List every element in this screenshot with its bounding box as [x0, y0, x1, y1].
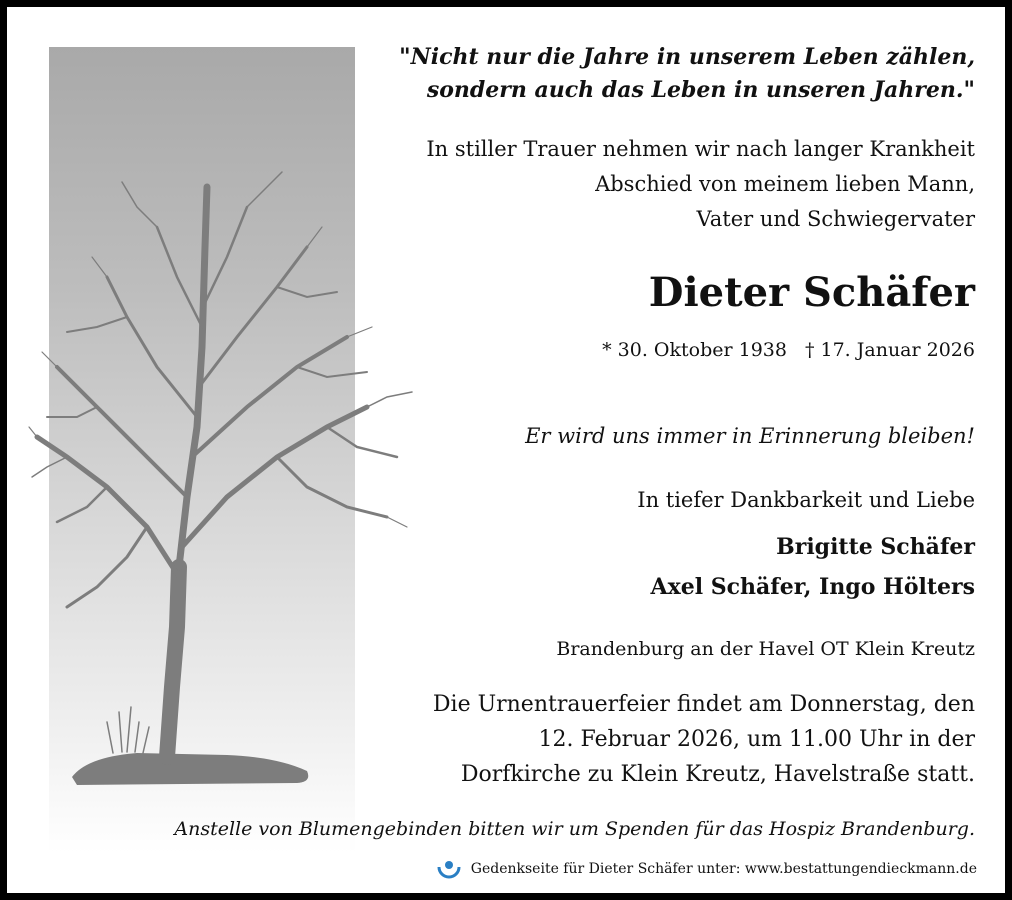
mourner-1: Brigitte Schäfer: [776, 534, 975, 560]
quote-line-1: "Nicht nur die Jahre in unserem Leben zählen,: [399, 44, 975, 70]
death-date: † 17. Januar 2026: [804, 339, 975, 361]
quote-line-2: sondern auch das Leben in unseren Jahren.": [426, 77, 975, 103]
memory-line: Er wird uns immer in Erinnerung bleiben!: [525, 424, 975, 448]
life-dates: [602, 337, 975, 363]
intro-line-3: Vater und Schwiegervater: [696, 207, 975, 231]
deceased-name: Dieter Schäfer: [648, 269, 975, 316]
service-line-3: Dorfkirche zu Klein Kreutz, Havelstraße statt.: [460, 762, 975, 787]
obituary-card: [7, 7, 1005, 893]
thanks-line: In tiefer Dankbarkeit und Liebe: [637, 488, 975, 512]
donation-note: Anstelle von Blumengebinden bitten wir um Spenden für das Hospiz Brandenburg.: [174, 818, 975, 840]
place-line: Brandenburg an der Havel OT Klein Kreutz: [556, 638, 975, 660]
service-line-2: 12. Februar 2026, um 11.00 Uhr in der: [538, 727, 975, 752]
tree-illustration: [27, 167, 427, 807]
footer-memorial-link: [435, 855, 977, 883]
service-line-1: Die Urnentrauerfeier findet am Donnerstag, den: [432, 692, 975, 717]
memorial-logo-icon: [435, 855, 463, 883]
intro-line-1: In stiller Trauer nehmen wir nach langer Krankheit: [426, 137, 975, 161]
birth-date: * 30. Oktober 1938: [602, 339, 787, 361]
footer-text: Gedenkseite für Dieter Schäfer unter: www.bestattungendieckmann.de: [470, 861, 977, 877]
mourner-2: Axel Schäfer, Ingo Hölters: [650, 574, 975, 600]
intro-line-2: Abschied von meinem lieben Mann,: [595, 172, 975, 196]
